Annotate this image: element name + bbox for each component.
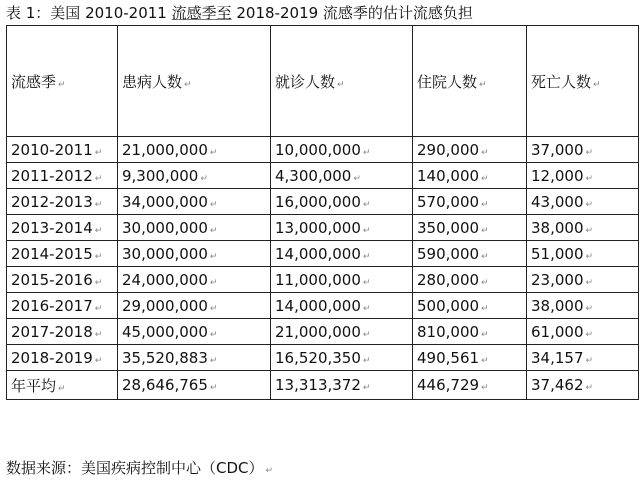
paragraph-mark-icon: ↵ <box>481 329 489 340</box>
table-cell-text: 11,000,000 <box>275 270 361 289</box>
table-cell-text: 9,300,000 <box>122 166 199 185</box>
paragraph-mark-icon: ↵ <box>585 147 594 158</box>
table-cell <box>7 163 118 189</box>
table-cell <box>7 241 118 267</box>
paragraph-mark-icon: ↵ <box>265 466 274 476</box>
table-cell-text: 14,000,000 <box>275 244 361 263</box>
paragraph-mark-icon: ↵ <box>362 303 371 314</box>
table-cell <box>527 215 639 241</box>
paragraph-mark-icon: ↵ <box>585 251 594 262</box>
table-row <box>7 241 639 267</box>
table-cell <box>118 241 271 267</box>
paragraph-mark-icon: ↵ <box>481 199 489 210</box>
table-cell <box>118 215 271 241</box>
table-cell-text: 24,000,000 <box>122 270 208 289</box>
table-header-row <box>7 26 639 137</box>
table-cell-text: 140,000 <box>417 166 480 185</box>
table-cell-text: 810,000 <box>417 322 480 341</box>
paragraph-mark-icon: ↵ <box>362 147 371 158</box>
table-cell <box>271 267 413 293</box>
paragraph-mark-icon: ↵ <box>481 147 489 158</box>
table-cell <box>7 345 118 371</box>
paragraph-mark-icon: ↵ <box>481 251 489 262</box>
table-cell <box>7 267 118 293</box>
paragraph-mark-icon: ↵ <box>184 79 192 90</box>
paragraph-mark-icon: ↵ <box>209 199 218 210</box>
paragraph-mark-icon: ↵ <box>353 173 361 184</box>
table-cell <box>7 137 118 163</box>
table-cell <box>118 293 271 319</box>
paragraph-mark-icon: ↵ <box>209 277 218 288</box>
table-cell-text: 2018-2019 <box>11 348 93 367</box>
table-cell <box>118 267 271 293</box>
table-cell-text: 490,561 <box>417 348 480 367</box>
header-cell-text: 死亡人数 <box>531 72 592 91</box>
caption-underlined-text: 流感季至 <box>171 4 232 22</box>
table-cell-text: 2016-2017 <box>11 296 93 315</box>
table-cell-text: 43,000 <box>531 192 584 211</box>
paragraph-mark-icon: ↵ <box>58 383 66 394</box>
table-row <box>7 215 639 241</box>
table-row <box>7 345 639 371</box>
paragraph-mark-icon: ↵ <box>585 329 594 340</box>
table-cell-text: 13,313,372 <box>275 376 361 394</box>
paragraph-mark-icon: ↵ <box>94 225 103 236</box>
table-cell-text: 2017-2018 <box>11 322 93 341</box>
paragraph-mark-icon: ↵ <box>94 329 103 340</box>
table-cell-text: 38,000 <box>531 296 584 315</box>
paragraph-mark-icon: ↵ <box>479 79 487 90</box>
table-cell-text: 28,646,765 <box>122 376 208 394</box>
paragraph-mark-icon: ↵ <box>94 355 103 366</box>
table-cell <box>413 371 527 400</box>
table-cell <box>271 215 413 241</box>
paragraph-mark-icon: ↵ <box>209 147 218 158</box>
table-cell-text: 16,000,000 <box>275 192 361 211</box>
table-row <box>7 163 639 189</box>
header-cell <box>118 26 271 137</box>
table-cell <box>271 137 413 163</box>
paragraph-mark-icon: ↵ <box>593 79 601 90</box>
table-cell-text: 37,462 <box>531 376 584 394</box>
table-cell <box>7 189 118 215</box>
paragraph-mark-icon: ↵ <box>94 303 103 314</box>
table-cell-text: 16,520,350 <box>275 348 361 367</box>
paragraph-mark-icon: ↵ <box>58 79 66 90</box>
table-cell-text: 30,000,000 <box>122 218 208 237</box>
table-cell-text: 34,000,000 <box>122 192 208 211</box>
paragraph-mark-icon: ↵ <box>585 355 594 366</box>
table-cell <box>413 293 527 319</box>
paragraph-mark-icon: ↵ <box>209 383 218 393</box>
paragraph-mark-icon: ↵ <box>94 277 103 288</box>
paragraph-mark-icon: ↵ <box>481 277 489 288</box>
table-cell <box>271 163 413 189</box>
table-cell <box>527 319 639 345</box>
table-cell <box>271 241 413 267</box>
table-cell <box>413 189 527 215</box>
table-cell-text: 2011-2012 <box>11 166 93 185</box>
header-cell-text: 流感季 <box>11 72 57 91</box>
header-cell <box>7 26 118 137</box>
paragraph-mark-icon: ↵ <box>585 303 594 314</box>
paragraph-mark-icon: ↵ <box>585 225 594 236</box>
paragraph-mark-icon: ↵ <box>209 225 218 236</box>
table-row <box>7 293 639 319</box>
header-cell-text: 就诊人数 <box>275 72 336 91</box>
table-cell <box>413 345 527 371</box>
table-cell-text: 2012-2013 <box>11 192 93 211</box>
table-cell-text: 14,000,000 <box>275 296 361 315</box>
table-cell <box>527 163 639 189</box>
header-cell <box>271 26 413 137</box>
table-cell-text: 21,000,000 <box>275 322 361 341</box>
table-cell-text: 13,000,000 <box>275 218 361 237</box>
table-cell <box>7 371 118 400</box>
paragraph-mark-icon: ↵ <box>362 383 371 393</box>
paragraph-mark-icon: ↵ <box>481 355 489 366</box>
paragraph-mark-icon: ↵ <box>209 251 218 262</box>
paragraph-mark-icon: ↵ <box>481 303 489 314</box>
table-row <box>7 137 639 163</box>
table-caption <box>6 4 626 22</box>
table-cell <box>7 293 118 319</box>
caption-suffix: 2018-2019 流感季的估计流感负担 <box>231 4 473 22</box>
paragraph-mark-icon: ↵ <box>209 355 218 366</box>
table-cell <box>271 319 413 345</box>
table-cell <box>413 137 527 163</box>
table-cell <box>118 345 271 371</box>
data-source-text: 数据来源：美国疾病控制中心（CDC） <box>6 459 264 477</box>
table-cell-text: 570,000 <box>417 192 480 211</box>
table-row <box>7 371 639 400</box>
table-cell <box>118 163 271 189</box>
paragraph-mark-icon: ↵ <box>200 173 208 184</box>
table-cell <box>271 189 413 215</box>
header-cell-text: 住院人数 <box>417 72 478 91</box>
table-row <box>7 319 639 345</box>
table-cell <box>527 293 639 319</box>
table-cell-text: 4,300,000 <box>275 166 352 185</box>
table-cell-text: 35,520,883 <box>122 348 208 367</box>
data-source-note <box>6 459 626 480</box>
table-cell-text: 350,000 <box>417 218 480 237</box>
paragraph-mark-icon: ↵ <box>481 225 489 236</box>
table-cell-text: 30,000,000 <box>122 244 208 263</box>
paragraph-mark-icon: ↵ <box>585 199 594 210</box>
table-cell-text: 45,000,000 <box>122 322 208 341</box>
header-cell-text: 患病人数 <box>122 72 183 91</box>
table-row <box>7 267 639 293</box>
table-cell <box>527 189 639 215</box>
paragraph-mark-icon: ↵ <box>481 383 489 393</box>
table-cell-text: 38,000 <box>531 218 584 237</box>
table-cell-text: 446,729 <box>417 376 480 394</box>
flu-burden-table <box>6 25 639 400</box>
table-cell <box>7 215 118 241</box>
table-cell-text: 23,000 <box>531 270 584 289</box>
table-row <box>7 189 639 215</box>
table-cell <box>7 319 118 345</box>
table-cell <box>413 241 527 267</box>
table-cell-text: 500,000 <box>417 296 480 315</box>
table-cell-text: 37,000 <box>531 140 584 159</box>
table-cell-text: 51,000 <box>531 244 584 263</box>
table-cell <box>527 267 639 293</box>
table-cell <box>527 137 639 163</box>
paragraph-mark-icon: ↵ <box>362 199 371 210</box>
table-cell-text: 2010-2011 <box>11 140 93 159</box>
table-cell <box>413 215 527 241</box>
table-cell-text: 2013-2014 <box>11 218 93 237</box>
paragraph-mark-icon: ↵ <box>585 173 594 184</box>
table-cell-text: 290,000 <box>417 140 480 159</box>
paragraph-mark-icon: ↵ <box>362 277 371 288</box>
caption-prefix: 表 1：美国 2010-2011 <box>6 4 172 22</box>
header-cell <box>413 26 527 137</box>
paragraph-mark-icon: ↵ <box>362 329 371 340</box>
table-cell <box>271 293 413 319</box>
table-cell <box>118 371 271 400</box>
paragraph-mark-icon: ↵ <box>94 199 103 210</box>
table-cell-text: 280,000 <box>417 270 480 289</box>
table-cell-text: 61,000 <box>531 322 584 341</box>
paragraph-mark-icon: ↵ <box>585 383 594 393</box>
table-cell <box>527 371 639 400</box>
paragraph-mark-icon: ↵ <box>209 329 218 340</box>
table-cell-text: 2015-2016 <box>11 270 93 289</box>
table-cell <box>413 163 527 189</box>
header-cell <box>527 26 639 137</box>
table-cell-text: 2014-2015 <box>11 244 93 263</box>
table-cell-text: 29,000,000 <box>122 296 208 315</box>
table-cell <box>527 241 639 267</box>
table-cell <box>413 319 527 345</box>
paragraph-mark-icon: ↵ <box>209 303 218 314</box>
table-cell-text: 12,000 <box>531 166 584 185</box>
table-cell <box>271 345 413 371</box>
paragraph-mark-icon: ↵ <box>362 355 371 366</box>
paragraph-mark-icon: ↵ <box>481 173 489 184</box>
paragraph-mark-icon: ↵ <box>337 79 345 90</box>
table-cell <box>118 319 271 345</box>
table-cell-text: 590,000 <box>417 244 480 263</box>
paragraph-mark-icon: ↵ <box>94 251 103 262</box>
table-cell-text: 年平均 <box>11 376 57 395</box>
table-cell <box>527 345 639 371</box>
table-cell <box>271 371 413 400</box>
table-cell-text: 21,000,000 <box>122 140 208 159</box>
paragraph-mark-icon: ↵ <box>585 277 594 288</box>
table-cell <box>413 267 527 293</box>
table-cell <box>118 137 271 163</box>
table-cell <box>118 189 271 215</box>
paragraph-mark-icon: ↵ <box>94 173 103 184</box>
paragraph-mark-icon: ↵ <box>362 251 371 262</box>
table-cell-text: 34,157 <box>531 348 584 367</box>
table-cell-text: 10,000,000 <box>275 140 361 159</box>
paragraph-mark-icon: ↵ <box>94 147 103 158</box>
paragraph-mark-icon: ↵ <box>362 225 371 236</box>
